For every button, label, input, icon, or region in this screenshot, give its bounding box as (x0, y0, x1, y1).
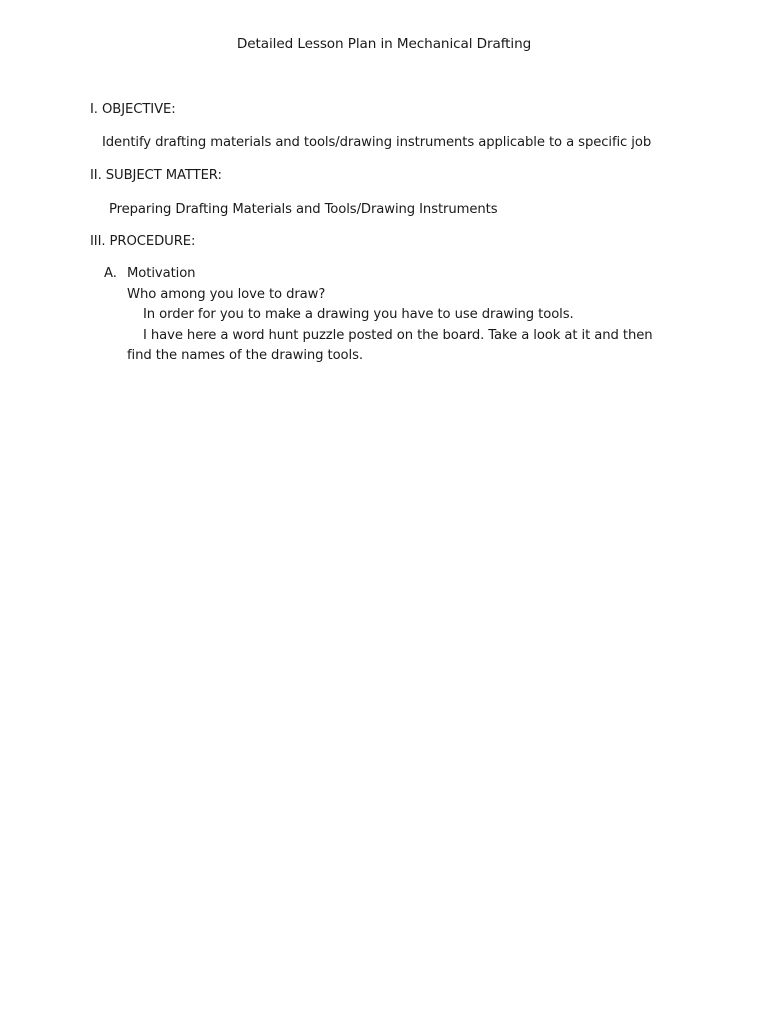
objective-text: Identify drafting materials and tools/drawing instruments applicable to a specific job (102, 135, 652, 150)
motivation-line-2: In order for you to make a drawing you have to use drawing tools. (143, 307, 574, 322)
subsection-motivation (104, 265, 195, 283)
motivation-line-1: Who among you love to draw? (127, 287, 326, 302)
subsection-label: Motivation (127, 266, 196, 281)
motivation-line-3: I have here a word hunt puzzle posted on the board. Take a look at it and then (143, 328, 653, 343)
section-heading-objective: I. OBJECTIVE: (90, 102, 176, 117)
subsection-marker: A. (104, 266, 117, 281)
section-heading-procedure: III. PROCEDURE: (90, 234, 196, 249)
motivation-line-4: find the names of the drawing tools. (127, 348, 363, 363)
document-title: Detailed Lesson Plan in Mechanical Drafting (236, 36, 532, 52)
subject-matter-text: Preparing Drafting Materials and Tools/Drawing Instruments (109, 202, 498, 217)
section-heading-subject-matter: II. SUBJECT MATTER: (90, 168, 222, 183)
